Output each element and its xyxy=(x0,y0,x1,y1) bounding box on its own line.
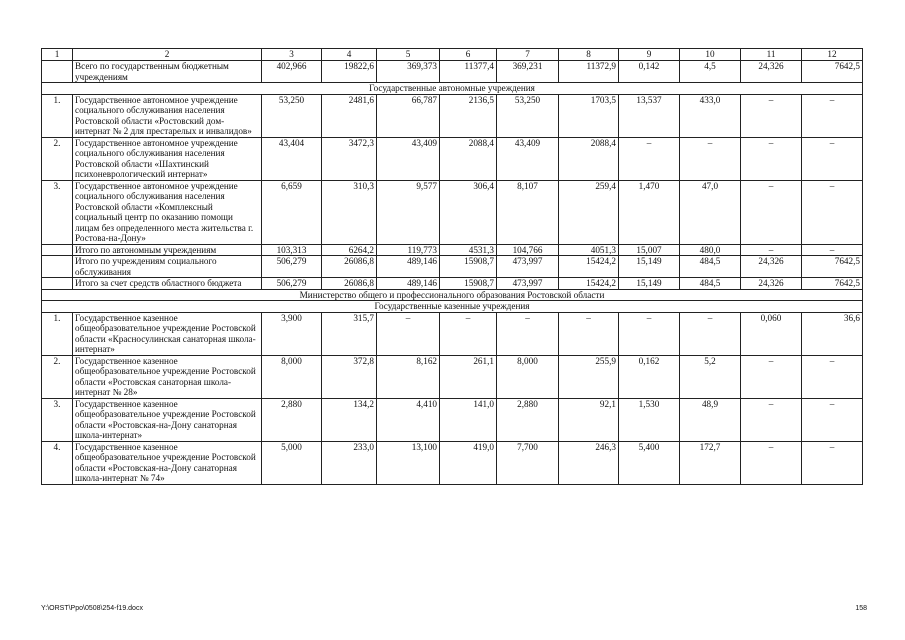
column-number: 3 xyxy=(262,49,322,61)
value-cell: 3472,3 xyxy=(322,137,377,180)
value-cell: 506,279 xyxy=(262,256,322,278)
value-cell: 134,2 xyxy=(322,398,377,441)
table-row xyxy=(42,312,863,355)
section-header-row xyxy=(42,83,863,95)
value-cell: 310,3 xyxy=(322,180,377,244)
value-cell: 6264,2 xyxy=(322,244,377,256)
value-cell: 1,530 xyxy=(619,398,680,441)
value-cell: 9,577 xyxy=(377,180,440,244)
column-number: 2 xyxy=(73,49,262,61)
column-number: 8 xyxy=(559,49,619,61)
value-cell: 104,766 xyxy=(497,244,559,256)
value-cell: 2088,4 xyxy=(559,137,619,180)
value-cell: – xyxy=(619,312,680,355)
section-header-row xyxy=(42,301,863,313)
value-cell: 306,4 xyxy=(440,180,497,244)
value-cell: 15424,2 xyxy=(559,278,619,290)
value-cell: 119,773 xyxy=(377,244,440,256)
value-cell: 47,0 xyxy=(680,180,741,244)
institution-name-cell: Государственное казенное общеобразовательное учреждение Ростовской области «Красносулинская санаторная школа-интернат» xyxy=(73,312,262,355)
value-cell: 53,250 xyxy=(497,94,559,137)
value-cell: 26086,8 xyxy=(322,278,377,290)
value-cell: 5,400 xyxy=(619,441,680,484)
value-cell: 43,404 xyxy=(262,137,322,180)
table-row xyxy=(42,61,863,83)
value-cell: 2136,5 xyxy=(440,94,497,137)
institution-name-cell: Государственное казенное общеобразовательное учреждение Ростовской области «Ростовская-на-Дону санаторная школа-интернат» xyxy=(73,398,262,441)
table-row xyxy=(42,244,863,256)
value-cell: – xyxy=(802,355,863,398)
row-number-cell: 2. xyxy=(42,355,73,398)
value-cell: 15424,2 xyxy=(559,256,619,278)
value-cell: – xyxy=(680,312,741,355)
column-number: 10 xyxy=(680,49,741,61)
value-cell: – xyxy=(497,312,559,355)
value-cell: 103,313 xyxy=(262,244,322,256)
institution-name-cell: Государственное автономное учреждение социального обслуживания населения Ростовской области «Ростовский дом-интернат № 2 для престарелых и инвалидов» xyxy=(73,94,262,137)
value-cell: 24,326 xyxy=(741,61,802,83)
row-number-cell: 1. xyxy=(42,94,73,137)
value-cell: 15,007 xyxy=(619,244,680,256)
institution-name-cell: Итого по учреждениям социального обслуживания xyxy=(73,256,262,278)
value-cell: 8,162 xyxy=(377,355,440,398)
value-cell: 5,000 xyxy=(262,441,322,484)
value-cell: – xyxy=(741,244,802,256)
value-cell: – xyxy=(741,137,802,180)
value-cell: 8,000 xyxy=(497,355,559,398)
column-number: 4 xyxy=(322,49,377,61)
value-cell: 13,100 xyxy=(377,441,440,484)
value-cell: 36,6 xyxy=(802,312,863,355)
value-cell: 259,4 xyxy=(559,180,619,244)
column-number: 1 xyxy=(42,49,73,61)
value-cell: 43,409 xyxy=(497,137,559,180)
value-cell: – xyxy=(619,137,680,180)
value-cell: 484,5 xyxy=(680,256,741,278)
value-cell: – xyxy=(802,441,863,484)
row-number-cell xyxy=(42,61,73,83)
row-number-cell: 4. xyxy=(42,441,73,484)
value-cell: – xyxy=(440,312,497,355)
institution-name-cell: Государственное казенное общеобразовательное учреждение Ростовской области «Ростовская санаторная школа-интернат № 28» xyxy=(73,355,262,398)
table-row xyxy=(42,180,863,244)
institution-name-cell: Итого за счет средств областного бюджета xyxy=(73,278,262,290)
value-cell: 2,880 xyxy=(497,398,559,441)
value-cell: 15908,7 xyxy=(440,256,497,278)
table-row xyxy=(42,256,863,278)
value-cell: 13,537 xyxy=(619,94,680,137)
value-cell: 141,0 xyxy=(440,398,497,441)
value-cell: – xyxy=(741,94,802,137)
value-cell: 0,142 xyxy=(619,61,680,83)
value-cell: 246,3 xyxy=(559,441,619,484)
row-number-cell xyxy=(42,256,73,278)
value-cell: 92,1 xyxy=(559,398,619,441)
value-cell: 2481,6 xyxy=(322,94,377,137)
table-row xyxy=(42,398,863,441)
value-cell: 2088,4 xyxy=(440,137,497,180)
value-cell: 473,997 xyxy=(497,256,559,278)
value-cell: 7642,5 xyxy=(802,278,863,290)
value-cell: – xyxy=(802,94,863,137)
institution-name-cell: Государственное автономное учреждение социального обслуживания населения Ростовской области «Комплексный социальный центр по оказанию помощи лицам без определенного места жительства г. Ростова-на-Дону» xyxy=(73,180,262,244)
value-cell: 5,2 xyxy=(680,355,741,398)
table-row xyxy=(42,278,863,290)
value-cell: 489,146 xyxy=(377,256,440,278)
value-cell: – xyxy=(741,355,802,398)
row-number-cell: 2. xyxy=(42,137,73,180)
value-cell: 43,409 xyxy=(377,137,440,180)
column-number: 12 xyxy=(802,49,863,61)
value-cell: 26086,8 xyxy=(322,256,377,278)
value-cell: 3,900 xyxy=(262,312,322,355)
table-row xyxy=(42,94,863,137)
value-cell: 433,0 xyxy=(680,94,741,137)
budget-table xyxy=(41,48,863,485)
value-cell: 261,1 xyxy=(440,355,497,398)
value-cell: 489,146 xyxy=(377,278,440,290)
value-cell: 4,5 xyxy=(680,61,741,83)
value-cell: 233,0 xyxy=(322,441,377,484)
column-number: 9 xyxy=(619,49,680,61)
value-cell: – xyxy=(741,180,802,244)
value-cell: 15,149 xyxy=(619,278,680,290)
value-cell: 369,373 xyxy=(377,61,440,83)
section-title: Государственные казенные учреждения xyxy=(42,301,863,313)
value-cell: – xyxy=(802,398,863,441)
institution-name-cell: Итого по автономным учреждениям xyxy=(73,244,262,256)
value-cell: 369,231 xyxy=(497,61,559,83)
institution-name-cell: Государственное казенное общеобразовательное учреждение Ростовской области «Ростовская-на-Дону санаторная школа-интернат № 74» xyxy=(73,441,262,484)
row-number-cell xyxy=(42,278,73,290)
value-cell: 48,9 xyxy=(680,398,741,441)
table-row xyxy=(42,355,863,398)
value-cell: 0,162 xyxy=(619,355,680,398)
value-cell: 4,410 xyxy=(377,398,440,441)
page-number: 158 xyxy=(855,605,867,612)
value-cell: – xyxy=(377,312,440,355)
footer-file-path: Y:\ORST\Ppo\0508\254-f19.docx xyxy=(41,605,143,612)
value-cell: 15908,7 xyxy=(440,278,497,290)
value-cell: – xyxy=(802,180,863,244)
value-cell: – xyxy=(559,312,619,355)
value-cell: 315,7 xyxy=(322,312,377,355)
column-number: 6 xyxy=(440,49,497,61)
table-row xyxy=(42,441,863,484)
value-cell: – xyxy=(741,398,802,441)
value-cell: 0,060 xyxy=(741,312,802,355)
value-cell: 7642,5 xyxy=(802,61,863,83)
value-cell: 172,7 xyxy=(680,441,741,484)
value-cell: 8,000 xyxy=(262,355,322,398)
value-cell: 7642,5 xyxy=(802,256,863,278)
row-number-cell: 1. xyxy=(42,312,73,355)
column-number: 5 xyxy=(377,49,440,61)
value-cell: 6,659 xyxy=(262,180,322,244)
institution-name-cell: Государственное автономное учреждение социального обслуживания населения Ростовской области «Шахтинский психоневрологический интернат» xyxy=(73,137,262,180)
value-cell: 8,107 xyxy=(497,180,559,244)
value-cell: 255,9 xyxy=(559,355,619,398)
row-number-cell: 3. xyxy=(42,398,73,441)
table-body xyxy=(42,61,863,485)
value-cell: – xyxy=(802,244,863,256)
section-header-row xyxy=(42,289,863,301)
institution-name-cell: Всего по государственным бюджетным учреждениям xyxy=(73,61,262,83)
value-cell: 24,326 xyxy=(741,278,802,290)
value-cell: – xyxy=(802,137,863,180)
value-cell: 19822,6 xyxy=(322,61,377,83)
value-cell: 473,997 xyxy=(497,278,559,290)
value-cell: 484,5 xyxy=(680,278,741,290)
value-cell: 372,8 xyxy=(322,355,377,398)
value-cell: 7,700 xyxy=(497,441,559,484)
value-cell: 1703,5 xyxy=(559,94,619,137)
value-cell: – xyxy=(680,137,741,180)
row-number-cell xyxy=(42,244,73,256)
value-cell: 480,0 xyxy=(680,244,741,256)
column-number-row xyxy=(42,49,863,61)
value-cell: 4531,3 xyxy=(440,244,497,256)
section-title: Министерство общего и профессионального образования Ростовской области xyxy=(42,289,863,301)
value-cell: – xyxy=(741,441,802,484)
value-cell: 402,966 xyxy=(262,61,322,83)
value-cell: 15,149 xyxy=(619,256,680,278)
section-title: Государственные автономные учреждения xyxy=(42,83,863,95)
value-cell: 1,470 xyxy=(619,180,680,244)
value-cell: 11372,9 xyxy=(559,61,619,83)
value-cell: 11377,4 xyxy=(440,61,497,83)
value-cell: 24,326 xyxy=(741,256,802,278)
column-number: 11 xyxy=(741,49,802,61)
value-cell: 419,0 xyxy=(440,441,497,484)
value-cell: 4051,3 xyxy=(559,244,619,256)
table-row xyxy=(42,137,863,180)
row-number-cell: 3. xyxy=(42,180,73,244)
column-number: 7 xyxy=(497,49,559,61)
value-cell: 506,279 xyxy=(262,278,322,290)
value-cell: 2,880 xyxy=(262,398,322,441)
value-cell: 53,250 xyxy=(262,94,322,137)
value-cell: 66,787 xyxy=(377,94,440,137)
